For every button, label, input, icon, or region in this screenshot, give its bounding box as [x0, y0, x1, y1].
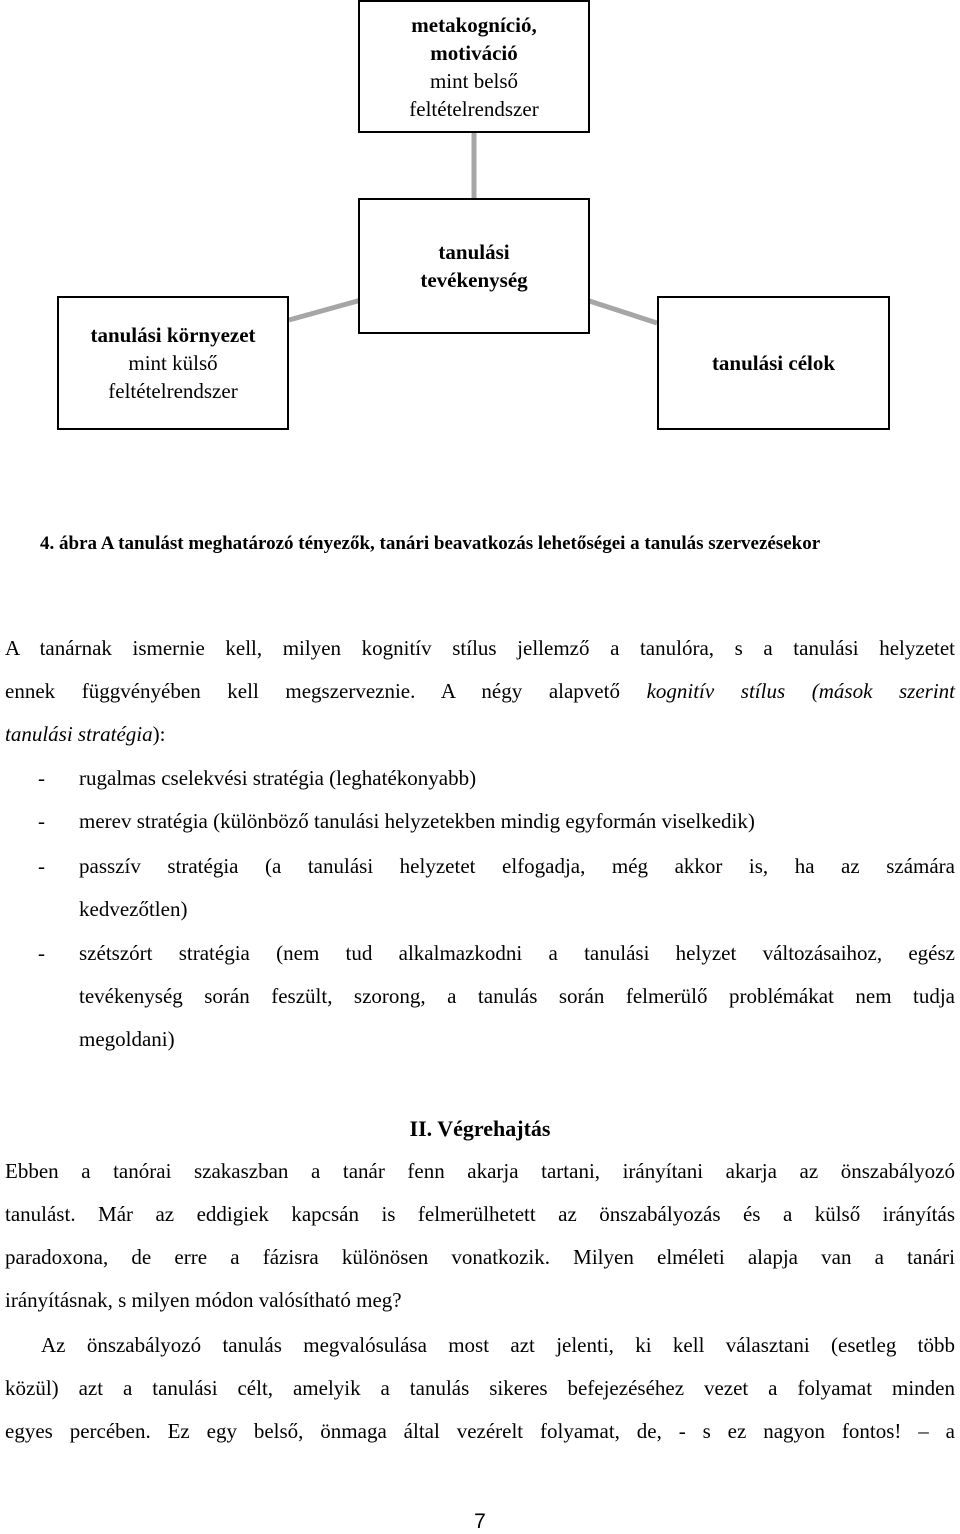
box-mid-line2: tevékenység	[420, 268, 528, 292]
diagram-box-learning-activity	[358, 198, 590, 334]
para1-line: tanulást. Már az eddigiek kapcsán is felmerülhetett az önszabályozás és a külső irányítás	[5, 1202, 955, 1226]
bullet-line: szétszórt stratégia (nem tud alkalmazkodni a tanulási helyzet változásaihoz, egész	[79, 941, 955, 965]
intro-line2-italic: kognitív stílus (mások szerint	[646, 679, 955, 703]
intro-line2	[5, 670, 955, 713]
bullet-dash: -	[38, 941, 45, 965]
bullet-line: passzív stratégia (a tanulási helyzetet elfogadja, még akkor is, ha az számára	[79, 854, 955, 878]
para1-line: paradoxona, de erre a fázisra különösen vonatkozik. Milyen elméleti alapja van a tanári	[5, 1245, 955, 1269]
intro-line1: A tanárnak ismernie kell, milyen kognitív stílus jellemző a tanulóra, s a tanulási helyzetet	[5, 636, 955, 660]
bullet-dash: -	[38, 766, 45, 790]
bullet-text: rugalmas cselekvési stratégia (leghatékonyabb)	[79, 766, 477, 790]
para1-line: irányításnak, s milyen módon valósítható meg?	[5, 1288, 402, 1312]
intro-line3-italic: tanulási stratégia	[5, 722, 153, 746]
page-number: 7	[474, 1510, 486, 1533]
box-mid-line1: tanulási	[438, 240, 510, 264]
diagram-box-metacognition	[358, 0, 590, 133]
list-item	[5, 845, 955, 931]
bullet-text	[79, 845, 955, 931]
list-item	[5, 757, 955, 800]
section-heading: II. Végrehajtás	[409, 1116, 551, 1141]
list-item	[5, 800, 955, 843]
paragraph-execution	[5, 1150, 955, 1322]
list-item	[5, 932, 955, 1061]
para2-line: egyes percében. Ez egy belső, önmaga által vezérelt folyamat, de, - s ez nagyon fontos! – a	[5, 1419, 955, 1443]
box-top-line1: metakogníció,	[411, 12, 537, 37]
bullet-line: megoldani)	[79, 1027, 175, 1051]
bullet-dash: -	[38, 809, 45, 833]
diagram-box-learning-environment	[57, 296, 289, 430]
box-left-line1: tanulási környezet	[90, 323, 256, 347]
box-left-line3: feltételrendszer	[108, 379, 238, 403]
intro-line3-rest: ):	[152, 722, 166, 746]
intro-paragraph	[5, 627, 955, 756]
box-left-line2: mint külső	[128, 351, 218, 375]
paragraph-self-regulation	[5, 1324, 955, 1453]
intro-line2-plain: ennek függvényében kell megszerveznie. A négy alapvető	[5, 679, 647, 703]
box-top-line3: mint belső	[429, 68, 519, 93]
bullet-text	[79, 932, 955, 1061]
intro-line3	[5, 713, 955, 756]
para2-line: közül) azt a tanulási célt, amelyik a tanulás sikeres befejezéséhez vezet a folyamat minden	[5, 1376, 955, 1400]
para1-line: Ebben a tanórai szakaszban a tanár fenn akarja tartani, irányítani akarja az önszabályozó	[5, 1159, 955, 1183]
bullet-line: tevékenység során feszült, szorong, a tanulás során felmerülő problémákat nem tudja	[79, 984, 955, 1008]
figure-caption: 4. ábra A tanulást meghatározó tényezők, tanári beavatkozás lehetőségei a tanulás szervezésekor	[40, 533, 821, 554]
para2-line: Az önszabályozó tanulás megvalósulása most azt jelenti, ki kell választani (esetleg több	[41, 1333, 955, 1357]
box-top-line4: feltételrendszer	[409, 96, 539, 121]
box-top-line2: motiváció	[430, 40, 518, 65]
bullet-text: merev stratégia (különböző tanulási helyzetekben mindig egyformán viselkedik)	[79, 809, 755, 833]
bullet-dash: -	[38, 854, 45, 878]
diagram-box-learning-goals	[657, 296, 890, 430]
bullet-line: kedvezőtlen)	[79, 897, 188, 921]
box-right-line1: tanulási célok	[711, 351, 836, 375]
